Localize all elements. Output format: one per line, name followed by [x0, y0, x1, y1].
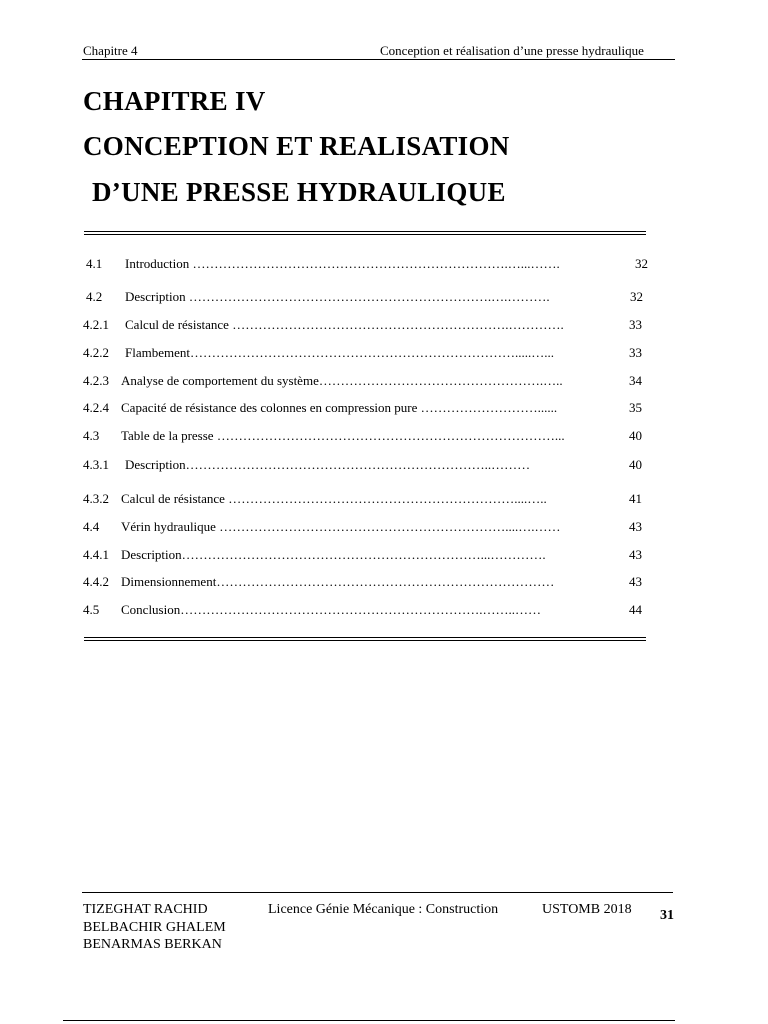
- toc-title: Description …………………………………………………………….….……….: [125, 289, 550, 304]
- toc-number: 4.5: [83, 602, 100, 617]
- toc-page: 43: [629, 547, 642, 562]
- toc-row[interactable]: [83, 317, 658, 333]
- toc-row[interactable]: [83, 289, 658, 305]
- toc-title: Dimensionnement……………………………………………………………………: [121, 574, 555, 589]
- header-rule: [82, 59, 675, 60]
- toc-number: 4.2.2: [83, 345, 109, 360]
- toc-title: Description……………………………………………………………...………….: [121, 547, 546, 562]
- toc-page: 32: [630, 289, 643, 304]
- toc-number: 4.2: [86, 289, 103, 304]
- header-chapter: Chapitre 4: [83, 43, 138, 58]
- footer-author: TIZEGHAT RACHID: [83, 902, 208, 917]
- toc-number: 4.3.1: [83, 457, 109, 472]
- toc-row[interactable]: [83, 491, 658, 507]
- toc-row[interactable]: [83, 457, 658, 473]
- page-bottom-rule: [63, 1020, 675, 1021]
- toc-page: 33: [629, 317, 642, 332]
- toc-title: Capacité de résistance des colonnes en compression pure ………………………......: [121, 400, 558, 415]
- toc-number: 4.4.1: [83, 547, 109, 562]
- toc-row[interactable]: [83, 345, 658, 361]
- toc-title: Table de la presse ……………………………………………………………………...: [121, 428, 565, 443]
- footer-licence: Licence Génie Mécanique : Construction: [268, 902, 499, 917]
- toc-title: Vérin hydraulique …………………………………………………………....….……: [121, 519, 561, 534]
- toc-number: 4.2.1: [83, 317, 109, 332]
- toc-bottom-rule: [84, 637, 646, 641]
- toc-row[interactable]: [83, 428, 658, 444]
- toc-page: 43: [629, 519, 642, 534]
- page-number: 31: [660, 908, 674, 923]
- toc-page: 44: [629, 602, 642, 617]
- toc-title: Flambement………………………………………………………………….....…...: [125, 345, 554, 360]
- toc-row[interactable]: [83, 574, 658, 590]
- toc-row[interactable]: [83, 547, 658, 563]
- toc-title: Description……………………………………………………………..………: [125, 457, 531, 472]
- toc-row[interactable]: [83, 373, 658, 389]
- toc-title: Analyse de comportement du système…………………………………………….…..: [121, 373, 563, 388]
- toc-row[interactable]: [83, 256, 658, 272]
- toc-top-rule: [84, 231, 646, 235]
- footer-author: BELBACHIR GHALEM: [83, 920, 226, 935]
- header-subject: Conception et réalisation d’une presse hydraulique: [380, 43, 644, 58]
- chapter-subtitle-line1: CONCEPTION ET REALISATION: [83, 131, 510, 161]
- toc-number: 4.3: [83, 428, 100, 443]
- toc-page: 40: [629, 457, 642, 472]
- toc-page: 33: [629, 345, 642, 360]
- toc-page: 34: [629, 373, 642, 388]
- toc-row[interactable]: [83, 519, 658, 535]
- toc-page: 40: [629, 428, 642, 443]
- toc-title: Calcul de résistance …………………………………………………………....…..: [121, 491, 547, 506]
- toc-title: Calcul de résistance ……………………………………………………….………….: [125, 317, 564, 332]
- toc-page: 32: [635, 256, 648, 271]
- toc-number: 4.2.4: [83, 400, 109, 415]
- toc-title: Conclusion…………………………………………………………….……..……: [121, 602, 541, 617]
- toc-number: 4.2.3: [83, 373, 109, 388]
- toc-page: 43: [629, 574, 642, 589]
- toc-page: 41: [629, 491, 642, 506]
- chapter-subtitle-line2: D’UNE PRESSE HYDRAULIQUE: [92, 177, 506, 207]
- footer-rule: [82, 892, 673, 893]
- chapter-title: CHAPITRE IV: [83, 86, 266, 116]
- toc-title: Introduction ……………………………………………………………….…...…….: [125, 256, 560, 271]
- toc-number: 4.4: [83, 519, 100, 534]
- toc-row[interactable]: [83, 400, 658, 416]
- toc-number: 4.4.2: [83, 574, 109, 589]
- toc-number: 4.3.2: [83, 491, 109, 506]
- toc-page: 35: [629, 400, 642, 415]
- toc-number: 4.1: [86, 256, 103, 271]
- footer-author: BENARMAS BERKAN: [83, 937, 222, 952]
- footer-university: USTOMB 2018: [542, 902, 632, 917]
- toc-row[interactable]: [83, 602, 658, 618]
